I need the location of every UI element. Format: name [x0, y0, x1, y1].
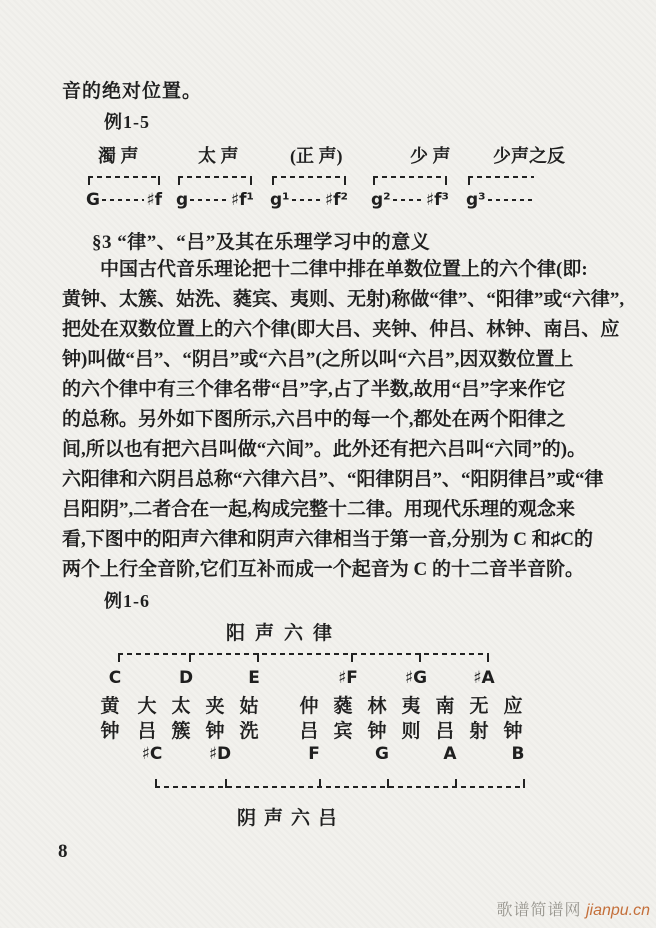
lv-name-char-1: 南: [435, 696, 455, 717]
range-notes: [371, 188, 449, 212]
register-name: 濁 声: [98, 146, 139, 166]
tick-mark: [487, 653, 489, 662]
range-start-note: g¹: [270, 190, 290, 210]
section-heading: §3 “律”、“吕”及其在乐理学习中的意义: [92, 232, 431, 253]
register-name: 少 声: [410, 146, 451, 166]
yin-pitch: B: [511, 744, 525, 764]
range-end-note: ♯f³: [425, 190, 449, 210]
lv-name-char-1: 太: [171, 696, 191, 717]
tick-mark: [351, 653, 353, 662]
lv-name-char-2: 钟: [503, 721, 523, 742]
lv-name-char-1: 蕤: [333, 696, 353, 717]
range-notes: [86, 188, 162, 212]
paragraph-line: 看,下图中的阳声六律和阴声六律相当于第一音,分别为 C 和♯C的: [62, 529, 593, 550]
yang-bracket: [118, 653, 489, 662]
dashed-line: [102, 199, 144, 201]
tick-mark: [387, 779, 389, 788]
range-bracket: [272, 176, 346, 185]
range-notes: [176, 188, 254, 212]
page-number: 8: [58, 841, 68, 862]
yin-pitch: F: [308, 744, 320, 764]
lv-name-char-2: 钟: [367, 721, 387, 742]
range-bracket: [178, 176, 252, 185]
lv-name-char-1: 林: [367, 696, 387, 717]
range-notes: [270, 188, 348, 212]
paragraph-line: 的总称。另外如下图所示,六吕中的每一个,都处在两个阳律之: [62, 409, 566, 430]
tick-mark: [257, 653, 259, 662]
yang-pitch: [435, 668, 465, 694]
yang-pitch: E: [248, 668, 260, 688]
lv-column: [166, 668, 196, 766]
range-start-note: G: [86, 190, 100, 210]
register-name: (正 声): [290, 146, 343, 166]
register-group: [270, 142, 348, 222]
yin-pitch: ♯D: [208, 744, 232, 764]
range-end-note: ♯f²: [324, 190, 348, 210]
body-paragraph: [62, 254, 625, 584]
paragraph-line: 黄钟、太簇、姑洗、蕤宾、夷则、无射)称做“律”、“阳律”或“六律”,: [62, 289, 625, 310]
tick-mark: [118, 653, 120, 662]
register-name: 少声之反: [493, 146, 565, 166]
paragraph-line: 吕阳阴”,二者合在一起,构成完整十二律。用现代乐理的观念来: [62, 499, 576, 520]
lv-name-char-2: 吕: [299, 721, 319, 742]
paragraph-line: 中国古代音乐理论把十二律中排在单数位置上的六个律(即:: [100, 259, 588, 280]
intro-line: 音的绝对位置。: [62, 81, 203, 102]
paragraph-line: 两个上行全音阶,它们互补而成一个起音为 C 的十二音半音阶。: [62, 559, 584, 580]
yin-pitch: [171, 744, 201, 766]
yang-pitch: ♯A: [473, 668, 495, 688]
lv-name-char-1: 无: [469, 696, 489, 717]
register-group: [86, 142, 162, 222]
paragraph-line: 间,所以也有把六吕叫做“六间”。此外还有把六吕叫“六同”的)。: [62, 439, 587, 460]
range-end-note: ♯f: [146, 190, 162, 210]
yin-pitch: [239, 744, 269, 766]
range-start-note: g³: [466, 190, 486, 210]
yang-pitch: [137, 668, 167, 694]
range-bracket: [468, 176, 534, 185]
yang-pitch: ♯F: [338, 668, 358, 688]
lv-name-char-1: 夷: [401, 696, 421, 717]
yang-pitch: D: [178, 668, 194, 688]
yin-pitch: [469, 744, 499, 766]
lv-column: [294, 668, 324, 766]
lv-name-char-2: 吕: [137, 721, 157, 742]
paragraph-line: 钟)叫做“吕”、“阴吕”或“六吕”(之所以叫“六吕”,因双数位置上: [62, 349, 574, 370]
watermark: [496, 897, 650, 920]
yang-pitch: ♯G: [404, 668, 428, 688]
example-1-6-label: 例1-6: [104, 591, 150, 611]
tick-mark: [455, 779, 457, 788]
lv-column: [362, 668, 392, 766]
range-start-note: g: [176, 190, 189, 210]
lv-column: [464, 668, 494, 766]
yin-pitch: [100, 744, 130, 766]
yin-pitch: ♯C: [141, 744, 163, 764]
tick-mark: [419, 653, 421, 662]
lv-name-char-2: 射: [469, 721, 489, 742]
example-1-5-label: 例1-5: [104, 112, 150, 132]
yin-pitch: G: [375, 744, 389, 764]
lv-name-char-2: 洗: [239, 721, 259, 742]
yang-pitch: [503, 668, 533, 694]
tick-mark: [155, 779, 157, 788]
lv-name-char-2: 宾: [333, 721, 353, 742]
yin-bracket: [155, 779, 525, 788]
range-notes: [466, 188, 536, 212]
paragraph-line: 把处在双数位置上的六个律(即大吕、夹钟、仲吕、林钟、南吕、应: [62, 319, 620, 340]
register-group: [176, 142, 254, 222]
paragraph-line: 六阳律和六阴吕总称“六律六吕”、“阳律阴吕”、“阳阴律吕”或“律: [62, 469, 604, 490]
range-bracket: [373, 176, 447, 185]
watermark-site-name: 歌谱简谱网: [496, 902, 582, 919]
example-1-5-diagram: [0, 0, 656, 230]
lv-name-char-2: 钟: [100, 721, 120, 742]
lv-column: [132, 668, 162, 766]
yang-scale-title: 阳声六律: [226, 623, 343, 644]
lv-column: [498, 668, 528, 766]
lv-name-char-1: 夹: [205, 696, 225, 717]
yin-scale-title: 阴声六吕: [237, 808, 346, 829]
register-group: [466, 142, 565, 222]
tick-mark: [319, 779, 321, 788]
lv-name-char-1: 大: [137, 696, 157, 717]
yang-pitch: [299, 668, 329, 694]
dashed-line: [292, 199, 323, 201]
yin-pitch: A: [443, 744, 457, 764]
register-name: 太 声: [198, 146, 239, 166]
lv-name-char-2: 吕: [435, 721, 455, 742]
lv-column: [234, 668, 264, 766]
lv-name-char-2: 则: [401, 721, 421, 742]
dashed-line: [190, 199, 229, 201]
watermark-url: jianpu.cn: [585, 902, 650, 919]
tick-mark: [225, 779, 227, 788]
lv-name-char-1: 姑: [239, 696, 259, 717]
register-group: [371, 142, 449, 222]
yin-pitch: [401, 744, 431, 766]
dashed-line: [488, 199, 534, 201]
yang-pitch: [205, 668, 235, 694]
tick-mark: [523, 779, 525, 788]
yang-pitch: [367, 668, 397, 694]
tick-mark: [189, 653, 191, 662]
lv-name-char-2: 簇: [171, 721, 191, 742]
lv-column: [328, 668, 358, 766]
lv-column: [200, 668, 230, 766]
lv-column: [396, 668, 426, 766]
lv-column: [95, 668, 125, 766]
yin-pitch: [333, 744, 363, 766]
example-1-6-diagram: [0, 623, 656, 845]
range-start-note: g²: [371, 190, 391, 210]
lv-name-char-2: 钟: [205, 721, 225, 742]
range-bracket: [88, 176, 160, 185]
yang-pitch: C: [108, 668, 122, 688]
paragraph-line: 的六个律中有三个律名带“吕”字,占了半数,故用“吕”字来作它: [62, 379, 566, 400]
lv-column: [430, 668, 460, 766]
dashed-line: [393, 199, 424, 201]
lv-name-char-1: 黄: [100, 696, 120, 717]
range-end-note: ♯f¹: [230, 190, 254, 210]
lv-name-char-1: 仲: [299, 696, 319, 717]
lv-name-char-1: 应: [503, 696, 523, 717]
